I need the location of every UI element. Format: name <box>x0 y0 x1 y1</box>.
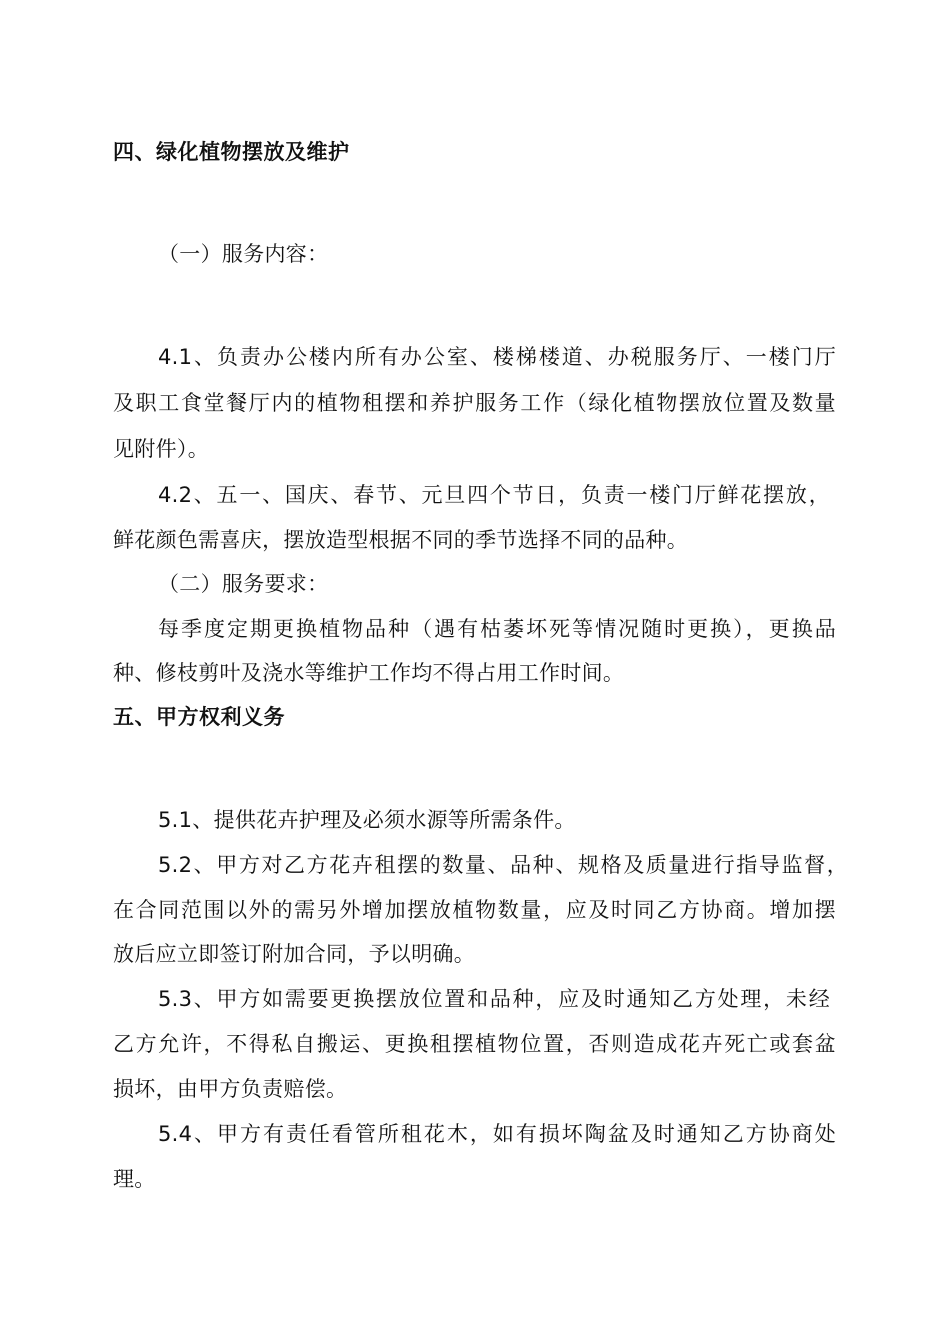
service-requirement-line-1: 每季度定期更换植物品种（遇有枯萎坏死等情况随时更换），更换品 <box>158 617 836 641</box>
paragraph-4-2-line-1: 4.2、五一、国庆、春节、元旦四个节日，负责一楼门厅鲜花摆放， <box>158 483 830 507</box>
paragraph-4-1-line-2: 及职工食堂餐厅内的植物租摆和养护服务工作（绿化植物摆放位置及数量 <box>113 391 836 415</box>
paragraph-5-4-line-1: 5.4、甲方有责任看管所租花木，如有损坏陶盆及时通知乙方协商处 <box>158 1122 836 1146</box>
paragraph-4-1-line-3: 见附件）。 <box>113 437 209 461</box>
paragraph-4-2-line-2: 鲜花颜色需喜庆，摆放造型根据不同的季节选择不同的品种。 <box>113 528 689 552</box>
section-5-heading: 五、甲方权利义务 <box>113 705 285 729</box>
paragraph-5-2-line-3: 放后应立即签订附加合同，予以明确。 <box>113 942 476 966</box>
paragraph-5-3-line-3: 损坏，由甲方负责赔偿。 <box>113 1077 348 1101</box>
paragraph-5-4-line-2: 理。 <box>113 1167 156 1191</box>
paragraph-5-1-line-1: 5.1、提供花卉护理及必须水源等所需条件。 <box>158 808 576 832</box>
paragraph-4-1-line-1: 4.1、负责办公楼内所有办公室、楼梯楼道、办税服务厅、一楼门厅 <box>158 345 836 369</box>
subsection-2-title: （二）服务要求： <box>158 572 329 596</box>
section-4-heading: 四、绿化植物摆放及维护 <box>113 140 350 164</box>
subsection-1-title: （一）服务内容： <box>158 242 329 266</box>
paragraph-5-2-line-2: 在合同范围以外的需另外增加摆放植物数量，应及时同乙方协商。增加摆 <box>113 898 836 922</box>
paragraph-5-3-line-2: 乙方允许，不得私自搬运、更换租摆植物位置，否则造成花卉死亡或套盆 <box>113 1032 836 1056</box>
paragraph-5-3-line-1: 5.3、甲方如需要更换摆放位置和品种，应及时通知乙方处理，未经 <box>158 987 830 1011</box>
service-requirement-line-2: 种、修枝剪叶及浇水等维护工作均不得占用工作时间。 <box>113 661 625 685</box>
paragraph-5-2-line-1: 5.2、甲方对乙方花卉租摆的数量、品种、规格及质量进行指导监督， <box>158 853 848 877</box>
